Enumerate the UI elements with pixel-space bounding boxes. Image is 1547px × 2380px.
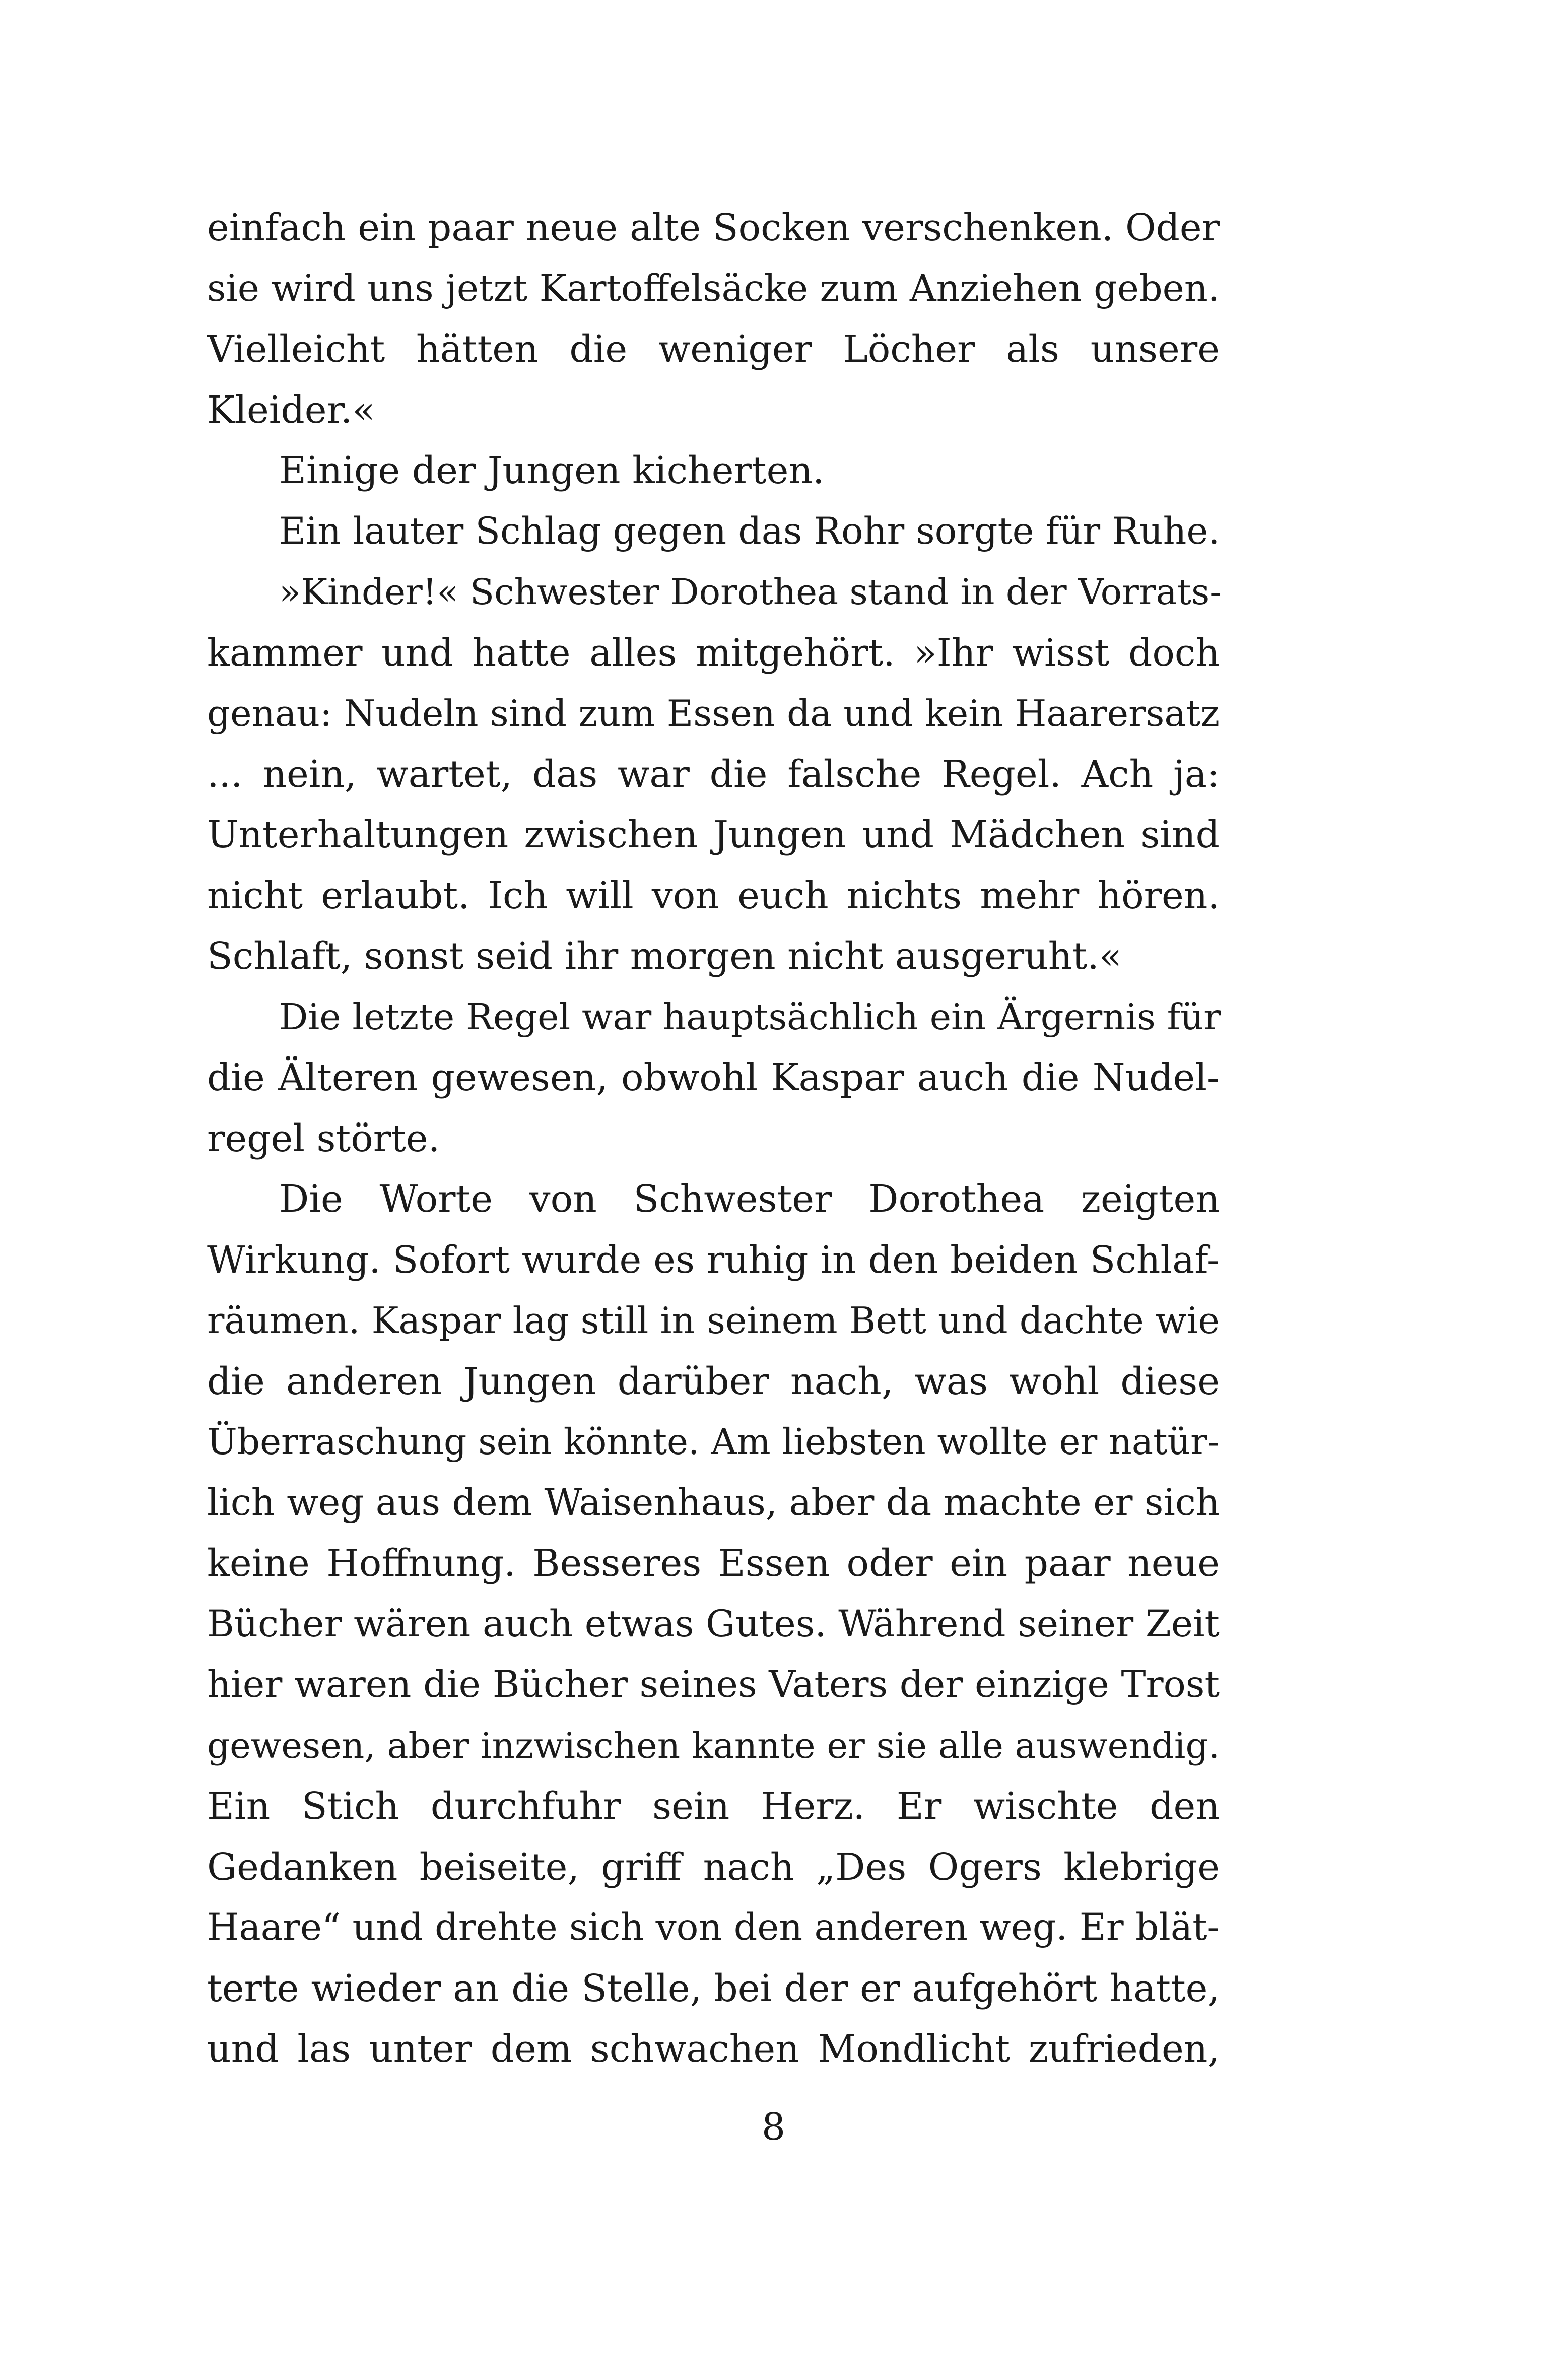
text-line: Ein lauter Schlag gegen das Rohr sorgte für Ruhe. [279,510,1220,553]
text-line: terte wieder an die Stelle, bei der er aufgehört hatte, [207,1966,1220,2010]
text-line: Ein Stich durchfuhr sein Herz. Er wischte den [207,1784,1220,1828]
text-line: ... nein, wartet, das war die falsche Regel. Ach ja: [207,752,1220,796]
text-line: genau: Nudeln sind zum Essen da und kein Haarersatz [207,692,1220,735]
text-line: Bücher wären auch etwas Gutes. Während seiner Zeit [207,1602,1220,1645]
text-line: nicht erlaubt. Ich will von euch nichts mehr hören. [207,874,1220,917]
text-line: räumen. Kaspar lag still in seinem Bett und dachte wie [207,1299,1220,1342]
text-line: und las unter dem schwachen Mondlicht zufrieden, [207,2027,1220,2071]
text-line: Wirkung. Sofort wurde es ruhig in den beiden Schlaf- [207,1238,1220,1282]
text-line: Gedanken beiseite, griff nach „Des Ogers klebrige [207,1845,1220,1889]
text-line: Einige der Jungen kicherten. [279,449,825,492]
text-line: »Kinder!« Schwester Dorothea stand in der Vorrats- [279,571,1222,613]
text-line: kammer und hatte alles mitgehört. »Ihr wisst doch [207,631,1220,675]
text-line: Vielleicht hätten die weniger Löcher als unsere [207,327,1220,371]
text-line: Haare“ und drehte sich von den anderen weg. Er blät- [207,1906,1220,1949]
text-line: Schlaft, sonst seid ihr morgen nicht ausgeruht.« [207,935,1122,978]
text-line: gewesen, aber inzwischen kannte er sie alle auswendig. [207,1725,1220,1766]
text-line: hier waren die Bücher seines Vaters der einzige Trost [207,1663,1220,1706]
text-line: lich weg aus dem Waisenhaus, aber da machte er sich [207,1481,1220,1524]
text-line: Die Worte von Schwester Dorothea zeigten [279,1177,1220,1221]
text-line: Die letzte Regel war hauptsächlich ein Ärgernis für [279,996,1221,1038]
text-line: einfach ein paar neue alte Socken verschenken. Oder [207,206,1220,249]
text-line: regel störte. [207,1116,440,1160]
text-line: Kleider.« [207,388,375,432]
text-line: die Älteren gewesen, obwohl Kaspar auch die Nudel- [207,1056,1220,1099]
page-number: 8 [761,2105,786,2149]
text-line: sie wird uns jetzt Kartoffelsäcke zum Anziehen geben. [207,267,1220,310]
text-line: Unterhaltungen zwischen Jungen und Mädchen sind [207,813,1220,856]
text-line: keine Hoffnung. Besseres Essen oder ein paar neue [207,1542,1220,1585]
text-line: Überraschung sein könnte. Am liebsten wollte er natür- [207,1421,1220,1463]
text-line: die anderen Jungen darüber nach, was wohl diese [207,1359,1220,1403]
body-text [207,197,1220,2080]
